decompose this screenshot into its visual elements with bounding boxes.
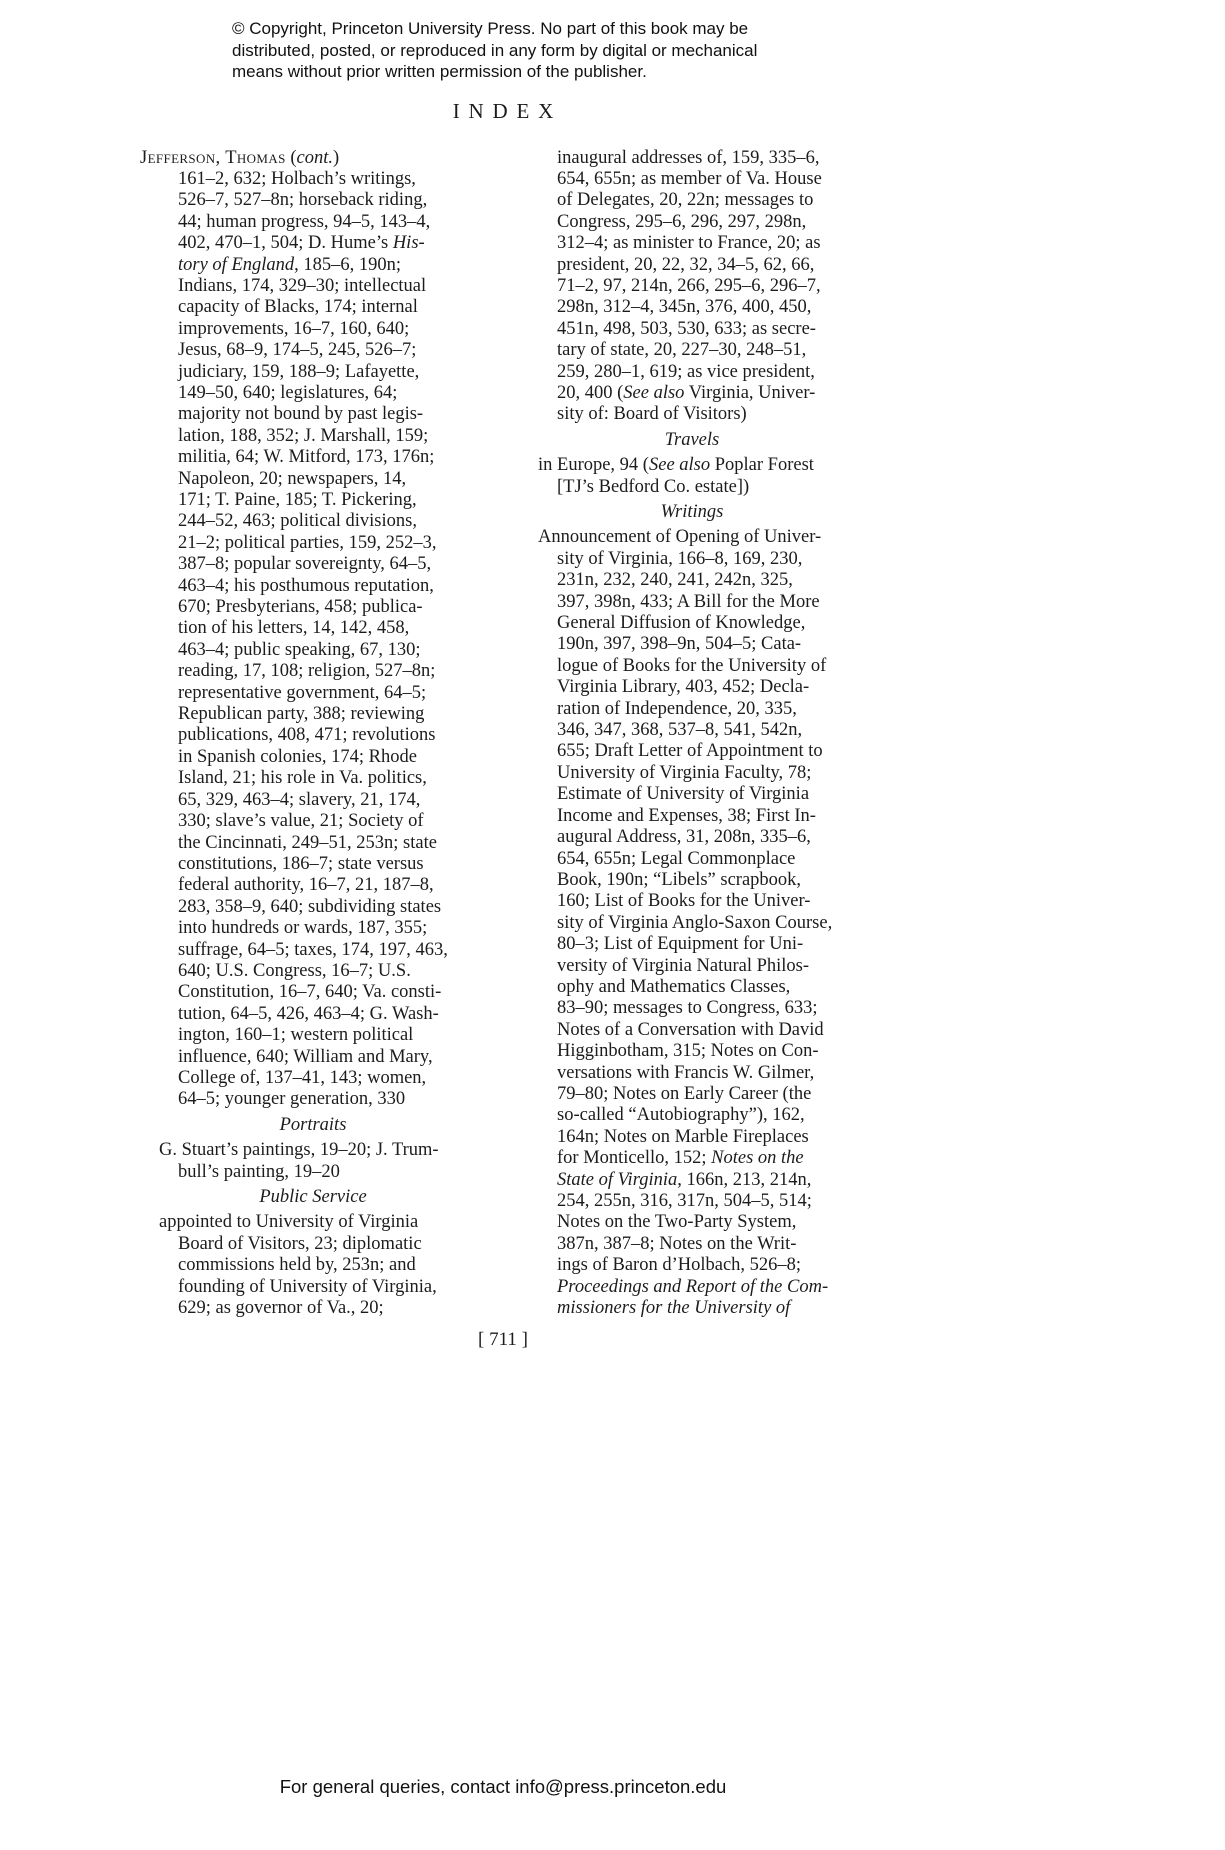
index-column-right <box>519 148 865 1320</box>
index-entry-heading: Jefferson, Thomas (cont.) <box>140 147 340 168</box>
subentry-heading-public-service: Public Service <box>259 1187 367 1207</box>
index-entry-continuation-lines: 161–2, 632; Holbach’s writings, 526–7, 527–8n; horseback riding, 44; human progress, 94–5, 143–4, 402, 470–1, 504; D. Hume’s His- tory of England, 185–6, 190n; Indians, 174, 329–30; intellectual capacity of Blacks, 174; internal improvements, 16–7, 160, 640; Jesus, 68–9, 174–5, 245, 526–7; judiciary, 159, 188–9; Lafayette, 149–50, 640; legislatures, 64; majority not bound by past legis- lation, 188, 352; J. Marshall, 159; militia, 64; W. Mitford, 173, 176n; Napoleon, 20; newspapers, 14, 171; T. Paine, 185; T. Pickering, 244–52, 463; political divisions, 21–2; political parties, 159, 252–3, 387–8; popular sovereignty, 64–5, 463–4; his posthumous reputation, 670; Presbyterians, 458; publica- tion of his letters, 14, 142, 458, 463–4; public speaking, 67, 130; reading, 17, 108; religion, 527–8n; representative government, 64–5; Republican party, 388; reviewing publications, 408, 471; revolutions in Spanish colonies, 174; Rhode Island, 21; his role in Va. politics, 65, 329, 463–4; slavery, 21, 174, 330; slave’s value, 21; Society of the Cincinnati, 249–51, 253n; state constitutions, 186–7; state versus federal authority, 16–7, 21, 187–8, 283, 358–9, 640; subdividing states into hundreds or wards, 187, 355; suffrage, 64–5; taxes, 174, 197, 463, 640; U.S. Congress, 16–7; U.S. Constitution, 16–7, 640; Va. consti- tution, 64–5, 426, 463–4; G. Wash- ington, 160–1; western political influence, 640; William and Mary, College of, 137–41, 143; women, 64–5; younger generation, 330 <box>178 168 448 1110</box>
index-entry-continuation-right: inaugural addresses of, 159, 335–6, 654, 655n; as member of Va. House of Delegates, 20, 22n; messages to Congress, 295–6, 296, 297, 298n, 312–4; as minister to France, 20; as president, 20, 22, 32, 34–5, 62, 66, 71–2, 97, 214n, 266, 295–6, 296–7, 298n, 312–4, 345n, 376, 400, 450, 451n, 498, 503, 530, 633; as secre- tary of state, 20, 227–30, 248–51, 259, 280–1, 619; as vice president, 20, 400 (See also Virginia, Univer- sity of: Board of Visitors) <box>557 147 822 425</box>
page-title: INDEX <box>452 98 563 123</box>
subentry-writings-lines: Announcement of Opening of Univer- sity of Virginia, 166–8, 169, 230, 231n, 232, 240, 241, 242n, 325, 397, 398n, 433; A Bill for the More General Diffusion of Knowledge, 190n, 397, 398–9n, 504–5; Cata- logue of Books for the University of Virginia Library, 403, 452; Decla- ration of Independence, 20, 335, 346, 347, 368, 537–8, 541, 542n, 655; Draft Letter of Appointment to University of Virginia Faculty, 78; Estimate of University of Virginia Income and Expenses, 38; First In- augural Address, 31, 208n, 335–6, 654, 655n; Legal Commonplace Book, 190n; “Libels” scrapbook, 160; List of Books for the Univer- sity of Virginia Anglo-Saxon Course, 80–3; List of Equipment for Uni- versity of Virginia Natural Philos- ophy and Mathematics Classes, 83–90; messages to Congress, 633; Notes of a Conversation with David Higginbotham, 315; Notes on Con- versations with Francis W. Gilmer, 79–80; Notes on Early Career (the so-called “Autobiography”), 162, 164n; Notes on Marble Fireplaces for Monticello, 152; Notes on the State of Virginia, 166n, 213, 214n, 254, 255n, 316, 317n, 504–5, 514; Notes on the Two-Party System, 387n, 387–8; Notes on the Writ- ings of Baron d’Holbach, 526–8; Proceedings and Report of the Com- missioners for the University of <box>538 527 833 1319</box>
footer-contact: For general queries, contact info@press.princeton.edu <box>279 1776 727 1797</box>
copyright-notice: © Copyright, Princeton University Press. No part of this book may be distributed, posted, or reproduced in any form by digital or mechanical means without prior written permission of the publisher. <box>232 19 758 81</box>
subentry-heading-travels: Travels <box>664 429 720 450</box>
subentry-heading-writings: Writings <box>660 502 724 522</box>
index-columns <box>140 148 866 1320</box>
page-number: [ 711 ] <box>478 1329 528 1351</box>
subentry-portraits-lines: G. Stuart’s paintings, 19–20; J. Trum- bull’s painting, 19–20 <box>159 1140 439 1182</box>
subentry-public-service-lines: appointed to University of Virginia Board of Visitors, 23; diplomatic commissions held by, 253n; and founding of University of Virginia, 629; as governor of Va., 20; <box>159 1212 437 1319</box>
subentry-travels-lines: in Europe, 94 (See also Poplar Forest [TJ’s Bedford Co. estate]) <box>538 455 814 497</box>
index-column-left <box>140 148 486 1320</box>
subentry-heading-portraits: Portraits <box>279 1114 347 1135</box>
page-sheet <box>140 0 866 1797</box>
